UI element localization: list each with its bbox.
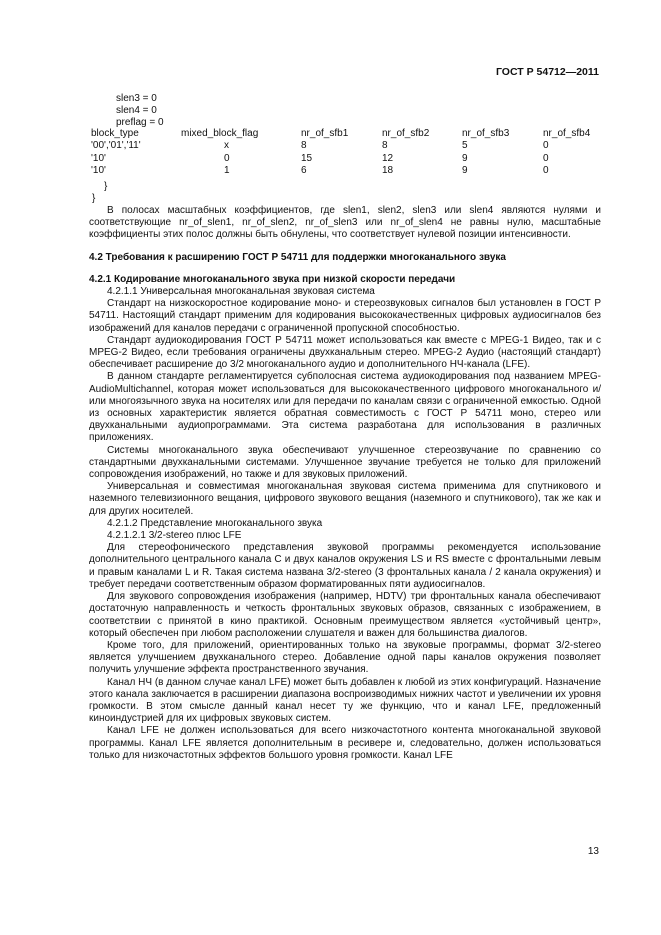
table-header-cell: nr_of_sfb2 (382, 128, 430, 139)
section-heading: 4.2 Требования к расширению ГОСТ Р 54711 для поддержки многоканального звука (89, 251, 506, 263)
table-cell: 0 (543, 152, 549, 164)
table-header-cell: nr_of_sfb1 (301, 128, 349, 139)
table-cell: 9 (462, 164, 468, 176)
table-cell: 9 (462, 152, 468, 164)
code-line-slen3: slen3 = 0 (116, 93, 157, 104)
table-cell: 12 (382, 152, 394, 164)
paragraph: Стандарт аудиокодирования ГОСТ Р 54711 может использоваться как вместе с MPEG-1 Видео, так и с MPEG-2 Видео, если требования ограничены двухканальным стерео. MPEG-2 Аудио (настоящий стандарт) обеспечивает расширение до 3/2 многоканального аудио и дополнительного НЧ-канала (LFE). (89, 334, 601, 371)
paragraph: Кроме того, для приложений, ориентированных только на звуковые программы, формат 3/2-stereo является улучшением двухканального стерео. Добавление одной пары каналов окружения позволяет получить улучшение эффекта пространственного звучания. (89, 639, 601, 676)
table-cell: '10' (91, 152, 106, 164)
table-header-cell: mixed_block_flag (181, 128, 259, 139)
paragraph: 4.2.1.2.1 3/2-stereo плюс LFE (107, 530, 242, 542)
table-cell: 8 (301, 140, 307, 152)
table-header-cell: block_type (91, 128, 139, 139)
table-cell: '00','01','11' (91, 140, 141, 152)
paragraph: Универсальная и совместимая многоканальная звуковая система применима для спутникового и наземного телевизионного вещания, цифрового звукового вещания (наземного и спутникового), так же как и для других носителей. (89, 481, 601, 517)
paragraph-spacer (89, 264, 601, 274)
table-cell: 0 (543, 164, 549, 176)
paragraph: Стандарт на низкоскоростное кодирование моно- и стереозвуковых сигналов был установлен в ГОСТ Р 54711. Настоящий стандарт применим для кодирования высококачественных цифровых аудиосигналов без изображений для каналов передачи с ограниченной пропускной способностью. (89, 298, 601, 334)
paragraph: Канал НЧ (в данном случае канал LFE) может быть добавлен к любой из этих конфигураций. Назначение этого канала заключается в расширении диапазона воспроизводимых нижних частот и увеличении их уровня громкости. В этом смысле данный канал несет ту же функцию, что и канал LFE, предложенный киноиндустрией для их цифровых звуковых систем. (89, 676, 601, 725)
paragraph: 4.2.1.1 Универсальная многоканальная звуковая система (107, 286, 375, 298)
table-cell: 8 (382, 140, 388, 152)
page-number: 13 (587, 846, 599, 857)
page-header: ГОСТ Р 54712—2011 (495, 66, 599, 78)
table-header-cell: nr_of_sfb4 (543, 128, 591, 139)
table-cell: 5 (462, 140, 468, 152)
document-body (89, 205, 601, 762)
table-cell: 0 (543, 140, 549, 152)
table-cell: x (224, 140, 229, 152)
paragraph: Системы многоканального звука обеспечивают улучшенное стереозвучание по сравнению со стандартными двухканальными системами. Улучшенное звучание требуется не только для приложений сопровождения изображений, но также и для звуковых приложений. (89, 444, 601, 481)
table-cell: 18 (382, 164, 394, 176)
table-cell: 1 (224, 164, 230, 176)
paragraph: В данном стандарте регламентируется субполосная система аудиокодирования под названием MPEG-AudioMultichannel, которая может использоваться для высококачественного цифрового многоканального и/или многоязычного звука на носителях или для передачи по каналам связи с ограниченной емкостью. Одной из основных характеристик является обратная совместимость с ГОСТ Р 54711 моно, стерео или двухканальными аудиопрограммами. Эта система разработана для использования в различных приложениях. (89, 371, 601, 444)
code-line-slen4: slen4 = 0 (116, 105, 157, 116)
table-cell: 0 (224, 152, 230, 164)
paragraph: Для звукового сопровождения изображения (например, HDTV) три фронтальных канала обеспечивают достаточную направленность и четкость фронтальных звуковых образов, связанных с изображением, в соответствии с принятой в кино практикой. Основным преимуществом является «устойчивый центр», который обеспечен при любом расположении слушателя и важен для большинства диалогов. (89, 591, 601, 639)
code-line-preflag: preflag = 0 (116, 117, 164, 128)
paragraph: 4.2.1.2 Представление многоканального звука (107, 517, 323, 529)
paragraph: Для стереофонического представления звуковой программы рекомендуется использование дополнительного центрального канала C и двух каналов окружения LS и RS вместе с фронтальными левым и правым каналами L и R. Такая система названа 3/2-stereo (3 фронтальных канала / 2 канала окружения) и требует передачи соответственным образом форматированных пяти аудиосигналов. (89, 542, 601, 590)
table-cell: 6 (301, 164, 307, 176)
section-heading: 4.2.1 Кодирование многоканального звука при низкой скорости передачи (89, 273, 456, 285)
table-cell: 15 (301, 152, 313, 164)
paragraph: Канал LFE не должен использоваться для всего низкочастотного контента многоканальной звуковой программы. Канал LFE является дополнительным в ресивере и, следовательно, должен использоваться только для низкочастотных эффектов большого уровня громкости. Канал LFE (89, 725, 601, 761)
closing-brace-outer: } (92, 193, 96, 204)
paragraph-spacer (89, 242, 601, 252)
closing-brace-inner: } (104, 181, 108, 192)
paragraph: В полосах масштабных коэффициентов, где slen1, slen2, slen3 или slen4 являются нулями и соответствующие nr_of_slen1, nr_of_slen2, nr_of_slen3 или nr_of_slen4 не равны нулю, масштабные коэффициенты этих полос должны быть обнулены, что соответствует нулевой позиции интенсивности. (89, 205, 601, 241)
table-cell: '10' (91, 164, 106, 176)
table-header-cell: nr_of_sfb3 (462, 128, 510, 139)
